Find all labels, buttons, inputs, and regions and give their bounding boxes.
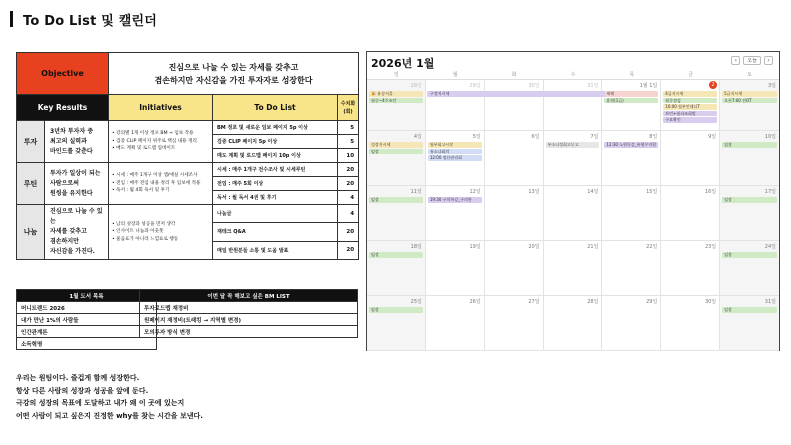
calendar-event[interactable]: 임장 xyxy=(722,197,777,203)
calendar-day-cell[interactable] xyxy=(544,241,603,296)
book-title: 인간관계론 xyxy=(17,326,157,338)
page-title: To Do List 및 캘린더 xyxy=(23,13,158,29)
calendar-header xyxy=(367,52,779,70)
day-number: 31일 xyxy=(587,83,599,89)
calendar-event[interactable]: 월중~4주조언 xyxy=(369,98,423,104)
todo-count: 5 xyxy=(338,135,359,149)
key-result-line: 3년차 투자자 중 xyxy=(50,127,94,135)
calendar-month-title: 2026년 1월 xyxy=(371,57,435,70)
key-result-line: 겸손하지만 xyxy=(50,238,79,245)
calendar-day-cell[interactable] xyxy=(426,131,485,186)
okr-row xyxy=(17,205,359,223)
day-number: 9일 xyxy=(708,134,717,140)
book-title: 내가 만난 1%의 사람들 xyxy=(17,314,157,326)
day-number: 28일 xyxy=(587,299,599,305)
day-number: 8일 xyxy=(649,134,658,140)
day-number: 24일 xyxy=(764,244,776,250)
calendar-day-cell[interactable] xyxy=(544,131,603,186)
todo-item: 검증 CLIP 페이지 5p 이상 xyxy=(213,135,338,149)
todo-count: 4 xyxy=(338,205,359,223)
key-result-line: 진심으로 나눌 수 있는 xyxy=(50,208,103,225)
bm-row xyxy=(140,302,358,314)
bm-row xyxy=(140,326,358,338)
key-result-line: 원씽을 유지한다 xyxy=(50,189,93,197)
todo-count: 20 xyxy=(338,241,359,259)
weekday-label: 화 xyxy=(511,72,517,78)
day-number: 25일 xyxy=(410,299,422,305)
calendar-event[interactable]: 임장 xyxy=(722,252,777,258)
calendar-event[interactable]: 임장 xyxy=(722,142,777,148)
day-number: 20일 xyxy=(528,244,540,250)
calendar-day-cell[interactable] xyxy=(661,296,720,351)
calendar-day-cell[interactable] xyxy=(485,80,544,131)
todo-count: 4 xyxy=(338,191,359,205)
day-number: 16일 xyxy=(704,189,717,195)
bm-item: 모의투자 방식 변경 xyxy=(140,326,358,338)
todo-item: 독서 : 월 독서 4권 및 후기 xyxy=(213,191,338,205)
calendar-event[interactable]: 휴원(1급) xyxy=(604,98,658,104)
footer-line: 극강의 성장의 목표에 도달하고 내가 왜 이 곳에 있는지 xyxy=(16,399,185,407)
title-accent-bar xyxy=(10,11,13,27)
header-key-results: Key Results xyxy=(17,95,109,121)
prev-month-icon[interactable]: ‹ xyxy=(731,56,740,65)
day-number: 4일 xyxy=(413,134,422,140)
calendar-event[interactable]: 월부회고시작 xyxy=(428,142,482,148)
okr-table xyxy=(16,52,359,260)
bm-row xyxy=(140,314,358,326)
day-number: 12일 xyxy=(469,189,481,195)
calendar-event[interactable]: 임장 xyxy=(369,252,423,258)
calendar-day-cell[interactable] xyxy=(602,241,661,296)
day-number: 22일 xyxy=(646,244,658,250)
day-number: 19일 xyxy=(469,244,481,250)
bm-list-header: 이번 달 꼭 해보고 싶은 BM LIST xyxy=(140,290,358,302)
initiative-line: • 강의별 1개 이상 정포 BM → 임보 작용 xyxy=(112,131,194,137)
todo-item: BM 정포 및 새로운 임보 페이지 5p 이상 xyxy=(213,121,338,135)
calendar-day-cell[interactable] xyxy=(602,186,661,241)
page-header xyxy=(10,10,157,28)
key-result-line: 자세를 갖추고 xyxy=(50,228,87,235)
key-result-line: 투자가 일상이 되는 xyxy=(50,169,101,177)
day-number: 6일 xyxy=(531,134,540,140)
calendar-grid xyxy=(367,80,779,351)
calendar-event[interactable]: 브린+월파조회방 xyxy=(663,111,717,117)
calendar-day-cell[interactable] xyxy=(720,241,779,296)
calendar-event[interactable]: 12:30 노원독강_유영무지원 xyxy=(604,142,658,148)
calendar-day-cell[interactable] xyxy=(661,186,720,241)
objective-line-2: 겸손하지만 자신감을 가진 투자자로 성장한다 xyxy=(154,75,313,85)
calendar-day-cell[interactable] xyxy=(602,80,661,131)
footer-line: 항상 다른 사람의 성장과 성공을 앞에 둔다. xyxy=(16,386,149,395)
key-result-cell xyxy=(45,121,109,163)
calendar-nav xyxy=(731,56,773,65)
calendar-day-cell[interactable] xyxy=(602,296,661,351)
book-row xyxy=(17,314,157,326)
todo-item: 재테크 Q&A xyxy=(213,223,338,241)
initiative-line: • 물음표가 아니라 느낌표로 행동 xyxy=(112,236,179,242)
calendar-day-cell[interactable] xyxy=(367,186,426,241)
day-number: 3일 xyxy=(767,83,776,89)
book-list-header: 1월 도서 목록 xyxy=(17,290,157,302)
day-number: 26일 xyxy=(469,299,481,305)
category-cell: 투자 xyxy=(17,121,45,163)
day-number: 7일 xyxy=(590,134,599,140)
calendar-day-cell[interactable] xyxy=(720,131,779,186)
calendar-day-cell[interactable] xyxy=(367,131,426,186)
header-count xyxy=(338,95,359,121)
calendar-event[interactable]: 새해 xyxy=(604,91,658,97)
day-number: 29일 xyxy=(469,83,481,89)
calendar-day-cell[interactable] xyxy=(661,131,720,186)
calendar-event[interactable]: 임장 xyxy=(369,307,423,313)
objective-text xyxy=(109,53,359,95)
calendar-event[interactable]: 부소나정회고동고 xyxy=(546,142,600,148)
day-number: 11일 xyxy=(410,189,422,195)
todo-count: 5 xyxy=(338,121,359,135)
calendar-event[interactable]: 19:30 구의톡강_구의봉 xyxy=(428,197,482,203)
calendar-event[interactable]: 🎉 유상서울 xyxy=(369,91,423,97)
day-number: 13일 xyxy=(528,189,540,195)
key-result-cell xyxy=(45,205,109,260)
initiative-line: • 검증 CLIP 페이지 위주로 핵심 내용 정리 xyxy=(112,138,197,144)
calendar-day-cell[interactable] xyxy=(426,186,485,241)
next-month-icon[interactable]: › xyxy=(764,56,773,65)
objective-line-1: 진심으로 나눌 수 있는 자세를 갖추고 xyxy=(168,62,299,72)
book-row xyxy=(17,338,157,350)
okr-row xyxy=(17,121,359,135)
calendar-event[interactable]: 월중점검 xyxy=(663,98,717,104)
weekday-label: 목 xyxy=(629,72,635,78)
day-number: 29일 xyxy=(646,299,658,305)
day-number: 30일 xyxy=(704,299,717,305)
key-result-line: 마인드를 갖춘다 xyxy=(50,147,93,155)
day-number: 14일 xyxy=(587,189,599,195)
calendar-event[interactable]: 오픈7:00 전OT xyxy=(722,98,777,104)
bm-item: 투자로드맵 재정비 xyxy=(140,302,358,314)
objective-label: Objective xyxy=(17,53,109,95)
initiatives-cell xyxy=(109,205,213,260)
initiative-line: • 전임 : 매주 전임 내용 정리 후 임보에 적용 xyxy=(112,180,201,186)
bm-list-table xyxy=(139,289,358,338)
todo-count: 20 xyxy=(338,163,359,177)
todo-item: 전임 : 매주 5회 이상 xyxy=(213,177,338,191)
key-result-line: 사람으로써 xyxy=(50,179,79,187)
category-cell: 루틴 xyxy=(17,163,45,205)
weekday-label: 수 xyxy=(570,72,576,78)
calendar-day-cell[interactable] xyxy=(661,241,720,296)
day-number: 23일 xyxy=(704,244,717,250)
calendar-day-cell[interactable] xyxy=(367,241,426,296)
calendar-event[interactable]: 임장 xyxy=(722,307,777,313)
key-result-line: 자신감을 가진다. xyxy=(50,248,95,255)
calendar-event[interactable]: 임장 xyxy=(369,149,423,155)
footer-motto xyxy=(16,372,203,422)
weekday-label: 토 xyxy=(747,72,752,78)
weekday-label: 일 xyxy=(394,72,399,78)
calendar-event[interactable]: 성장지시세 xyxy=(369,142,423,148)
initiative-line: • 시세 : 매주 1개구 이상 앱/애실 시세조사 xyxy=(112,173,198,179)
book-row xyxy=(17,302,157,314)
book-row xyxy=(17,326,157,338)
calendar-event[interactable]: 유소나회의 xyxy=(428,149,482,155)
day-number: 17일 xyxy=(764,189,776,195)
calendar-day-cell[interactable] xyxy=(485,131,544,186)
day-number: 1월 1일 xyxy=(639,83,658,89)
todo-item: 매도 계획 및 로드맵 페이지 10p 이상 xyxy=(213,149,338,163)
calendar-day-cell[interactable] xyxy=(544,186,603,241)
calendar-day-cell[interactable] xyxy=(720,80,779,131)
book-title: 머니트렌드 2026 xyxy=(17,302,157,314)
todo-item: 나눔글 xyxy=(213,205,338,223)
calendar-day-cell[interactable] xyxy=(720,186,779,241)
calendar xyxy=(366,51,780,351)
footer-line: 어떤 사람이 되고 싶은지 진정한 why를 찾는 시간을 보낸다. xyxy=(16,411,203,420)
day-number: 2 xyxy=(709,81,717,89)
calendar-day-cell[interactable] xyxy=(485,241,544,296)
calendar-day-cell[interactable] xyxy=(367,296,426,351)
calendar-day-cell[interactable] xyxy=(720,296,779,351)
calendar-day-cell[interactable] xyxy=(544,80,603,131)
book-list-table xyxy=(16,289,157,350)
calendar-event[interactable]: 4급지시세 xyxy=(663,91,717,97)
today-button[interactable]: 오늘 xyxy=(743,56,761,65)
initiatives-cell xyxy=(109,163,213,205)
category-cell: 나눔 xyxy=(17,205,45,260)
calendar-day-cell[interactable] xyxy=(426,296,485,351)
day-number: 31일 xyxy=(764,299,776,305)
initiative-line: • 남의 성장과 성공을 먼저 생각 xyxy=(112,221,176,227)
day-number: 21일 xyxy=(587,244,599,250)
todo-item: 매일 반원분들 소통 및 도움 발표 xyxy=(213,241,338,259)
calendar-day-cell[interactable] xyxy=(485,186,544,241)
calendar-day-cell[interactable] xyxy=(426,80,485,131)
book-title: 소득혁명 xyxy=(17,338,157,350)
calendar-day-cell[interactable] xyxy=(602,131,661,186)
okr-row xyxy=(17,163,359,177)
header-todo: To Do List xyxy=(213,95,338,121)
initiative-line: • 독서 : 월 4회 독서 및 후기 xyxy=(112,188,170,194)
calendar-day-cell[interactable] xyxy=(426,241,485,296)
todo-count: 20 xyxy=(338,223,359,241)
calendar-event[interactable]: 5급지시세 xyxy=(722,91,777,97)
todo-count: 20 xyxy=(338,177,359,191)
bm-item: 원페이지 재정비(트래킹 → 지역별 변경) xyxy=(140,314,358,326)
key-result-line: 최고의 실력과 xyxy=(50,137,87,145)
header-count-line-1: 수치화 xyxy=(340,100,356,107)
calendar-day-cell[interactable] xyxy=(485,296,544,351)
calendar-span-event[interactable]: 구정지시세 xyxy=(427,91,605,97)
initiative-line: • 인사이트 나눔과 아웃풋 xyxy=(112,229,164,235)
calendar-event[interactable]: 16:00 월부인테디T xyxy=(663,104,717,110)
key-result-cell xyxy=(45,163,109,205)
weekday-header xyxy=(367,70,779,80)
calendar-day-cell[interactable] xyxy=(544,296,603,351)
initiative-line: • 매도 계획 및 로드맵 업데이트 xyxy=(112,146,176,152)
todo-count: 10 xyxy=(338,149,359,163)
header-count-line-2: (회) xyxy=(343,108,353,115)
weekday-label: 금 xyxy=(688,72,694,78)
day-number: 27일 xyxy=(528,299,540,305)
calendar-event[interactable]: 임장 xyxy=(369,197,423,203)
initiatives-cell xyxy=(109,121,213,163)
calendar-day-cell[interactable] xyxy=(367,80,426,131)
calendar-event[interactable]: 12:00 정산관리회 xyxy=(428,155,482,161)
todo-item: 시세 : 매주 1개구 전수조사 및 시세루틴 xyxy=(213,163,338,177)
day-number: 5일 xyxy=(472,134,481,140)
day-number: 28일 xyxy=(410,83,422,89)
header-initiatives: Initiatives xyxy=(109,95,213,121)
day-number: 10일 xyxy=(764,134,776,140)
calendar-day-cell[interactable] xyxy=(661,80,720,131)
day-number: 15일 xyxy=(646,189,658,195)
footer-line: 우리는 원팀이다. 즐겁게 함께 성장한다. xyxy=(16,374,140,382)
calendar-event[interactable]: 구요확인 xyxy=(663,117,717,123)
weekday-label: 월 xyxy=(452,72,458,78)
day-number: 30일 xyxy=(528,83,540,89)
day-number: 18일 xyxy=(410,244,422,250)
